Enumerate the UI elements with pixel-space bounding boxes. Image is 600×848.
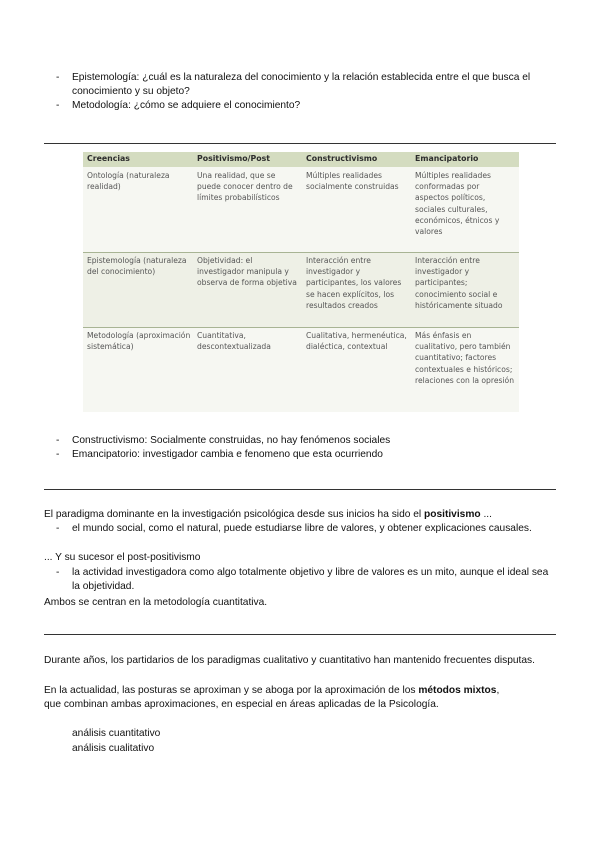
- paragraph-disputes: Durante años, los partidarios de los paradigmas cualitativo y cuantitativo han mantenido frecuentes disputas.: [44, 655, 535, 666]
- table-cell: Interacción entre investigador y participantes, los valores se hacen explícitos, los resultados creados: [306, 256, 402, 310]
- table-cell: Una realidad, que se puede conocer dentro de límites probabilísticos: [197, 171, 293, 203]
- table-cell: Interacción entre investigador y participantes; conocimiento social e históricamente situado: [415, 256, 503, 310]
- list-item: - Epistemología: ¿cuál es la naturaleza del conocimiento y la relación establecida entre el que busca el conocimiento y su objeto?: [56, 72, 531, 97]
- list-item: - Emancipatorio: investigador cambia e fenomeno que esta ocurriendo: [56, 449, 383, 460]
- post-positivism-list: [44, 566, 554, 594]
- table-cell: Múltiples realidades socialmente construidas: [306, 171, 399, 192]
- paragraph-approaches: que combinan ambas aproximaciones, en especial en áreas aplicadas de la Psicología.: [44, 699, 439, 710]
- horizontal-rule: [44, 143, 556, 144]
- paradigms-table-image: [83, 152, 519, 412]
- table-header-cell: Constructivismo: [306, 154, 378, 163]
- table-header-cell: Positivismo/Post: [197, 154, 270, 163]
- row-divider: [83, 252, 519, 253]
- table-cell: Cuantitativa, descontextualizada: [197, 331, 271, 352]
- list-item: - Constructivismo: Socialmente construidas, no hay fenómenos sociales: [56, 435, 391, 446]
- horizontal-rule: [44, 489, 556, 490]
- after-table-list: [44, 434, 554, 462]
- table-header-cell: Creencias: [87, 154, 130, 163]
- table-header-cell: Emancipatorio: [415, 154, 479, 163]
- table-cell: Cualitativa, hermenéutica, dialéctica, contextual: [306, 331, 407, 352]
- positivism-list: [44, 522, 554, 536]
- horizontal-rule: [44, 634, 556, 635]
- list-item: - Metodología: ¿cómo se adquiere el conocimiento?: [56, 100, 301, 111]
- row-divider: [83, 327, 519, 328]
- table-cell: Múltiples realidades conformadas por aspectos políticos, sociales culturales, económicos, étnicos y valores: [415, 171, 500, 237]
- analysis-qualitative: análisis cualitativo: [72, 743, 155, 754]
- list-item: - el mundo social, como el natural, puede estudiarse libre de valores, y obtener explicaciones causales.: [56, 523, 532, 534]
- table-cell: Ontología (naturaleza realidad): [87, 171, 170, 192]
- table-cell: Más énfasis en cualitativo, pero también cuantitativo; factores contextuales e históricos; relaciones con la opresión: [415, 331, 515, 385]
- list-item: - la actividad investigadora como algo totalmente objetivo y libre de valores es un mito, aunque el ideal sea la objetividad.: [56, 567, 549, 592]
- paragraph-closing: Ambos se centran en la metodología cuantitativa.: [44, 597, 268, 608]
- intro-list: [44, 71, 554, 113]
- table-cell: Epistemología (naturaleza del conocimiento): [87, 256, 187, 277]
- paragraph-dominant-paradigm: El paradigma dominante en la investigación psicológica desde sus inicios ha sido el positivismo ...: [44, 509, 492, 520]
- table-cell: Objetividad: el investigador manipula y observa de forma objetiva: [197, 256, 297, 288]
- paragraph-mixed-methods: En la actualidad, las posturas se aproximan y se aboga por la aproximación de los métodos mixtos,: [44, 685, 500, 696]
- table-cell: Metodología (aproximación sistemática): [87, 331, 191, 352]
- paragraph-successor: ... Y su sucesor el post-positivismo: [44, 552, 201, 563]
- analysis-quantitative: análisis cuantitativo: [72, 728, 161, 739]
